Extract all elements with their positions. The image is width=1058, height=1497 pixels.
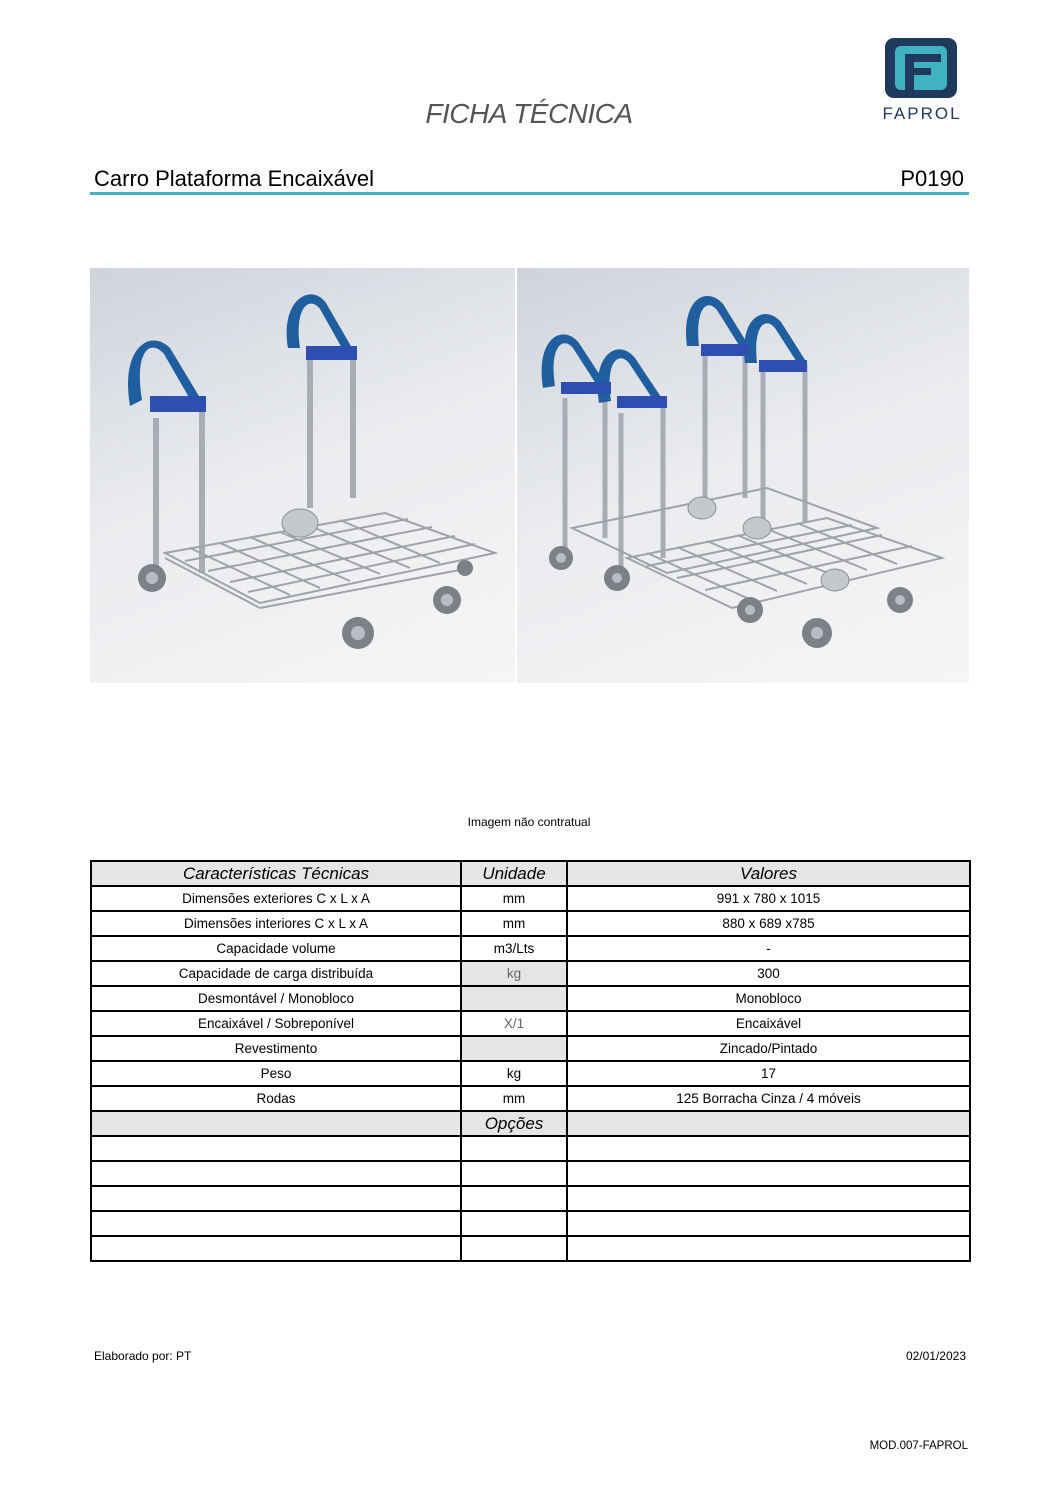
header-characteristics: Características Técnicas bbox=[91, 861, 461, 886]
row-label: Dimensões exteriores C x L x A bbox=[91, 886, 461, 911]
table-row bbox=[91, 886, 970, 911]
empty-cell bbox=[461, 1186, 567, 1211]
row-unit: kg bbox=[461, 1061, 567, 1086]
empty-cell bbox=[91, 1236, 461, 1261]
table-row bbox=[91, 961, 970, 986]
row-unit: mm bbox=[461, 1086, 567, 1111]
table-row bbox=[91, 936, 970, 961]
table-row bbox=[91, 911, 970, 936]
options-header-blank bbox=[91, 1111, 461, 1136]
empty-cell bbox=[461, 1211, 567, 1236]
row-value: 125 Borracha Cinza / 4 móveis bbox=[567, 1086, 970, 1111]
empty-cell bbox=[567, 1236, 970, 1261]
row-unit bbox=[461, 986, 567, 1011]
empty-cell bbox=[461, 1236, 567, 1261]
row-label: Dimensões interiores C x L x A bbox=[91, 911, 461, 936]
row-unit: kg bbox=[461, 961, 567, 986]
product-name: Carro Plataforma Encaixável bbox=[94, 166, 375, 191]
empty-cell bbox=[91, 1161, 461, 1186]
header-unit: Unidade bbox=[461, 861, 567, 886]
empty-cell bbox=[567, 1136, 970, 1161]
document-title: FICHA TÉCNICA bbox=[425, 98, 633, 129]
row-value: Encaixável bbox=[567, 1011, 970, 1036]
row-label: Encaixável / Sobreponível bbox=[91, 1011, 461, 1036]
row-unit bbox=[461, 1036, 567, 1061]
empty-cell bbox=[461, 1161, 567, 1186]
row-value: 300 bbox=[567, 961, 970, 986]
row-value: Zincado/Pintado bbox=[567, 1036, 970, 1061]
footer-author: Elaborado por: PT bbox=[94, 1349, 192, 1363]
title-underline bbox=[90, 192, 969, 195]
empty-cell bbox=[567, 1186, 970, 1211]
empty-cell bbox=[567, 1161, 970, 1186]
row-label: Capacidade de carga distribuída bbox=[91, 961, 461, 986]
row-value: 991 x 780 x 1015 bbox=[567, 886, 970, 911]
table-header-row bbox=[91, 861, 970, 886]
row-label: Capacidade volume bbox=[91, 936, 461, 961]
row-value: 880 x 689 x785 bbox=[567, 911, 970, 936]
table-row bbox=[91, 1011, 970, 1036]
options-header-row bbox=[91, 1111, 970, 1136]
options-row bbox=[91, 1136, 970, 1161]
options-header-blank bbox=[567, 1111, 970, 1136]
logo-wordmark: FAPROL bbox=[882, 104, 962, 123]
spec-table bbox=[90, 860, 971, 1262]
empty-cell bbox=[567, 1211, 970, 1236]
product-code: P0190 bbox=[900, 166, 964, 191]
row-unit: mm bbox=[461, 911, 567, 936]
table-row bbox=[91, 986, 970, 1011]
product-photo-nested bbox=[517, 268, 969, 683]
header-values: Valores bbox=[567, 861, 970, 886]
table-row bbox=[91, 1086, 970, 1111]
options-row bbox=[91, 1211, 970, 1236]
empty-cell bbox=[91, 1211, 461, 1236]
row-label: Peso bbox=[91, 1061, 461, 1086]
options-row bbox=[91, 1186, 970, 1211]
product-photo-single bbox=[90, 268, 515, 683]
row-label: Revestimento bbox=[91, 1036, 461, 1061]
row-unit: m3/Lts bbox=[461, 936, 567, 961]
row-unit: X/1 bbox=[461, 1011, 567, 1036]
footer-date: 02/01/2023 bbox=[905, 1349, 966, 1363]
footer-model-code: MOD.007-FAPROL bbox=[869, 1440, 968, 1452]
options-header: Opções bbox=[461, 1111, 567, 1136]
empty-cell bbox=[461, 1136, 567, 1161]
row-value: 17 bbox=[567, 1061, 970, 1086]
row-value: - bbox=[567, 936, 970, 961]
row-unit: mm bbox=[461, 886, 567, 911]
row-label: Desmontável / Monobloco bbox=[91, 986, 461, 1011]
empty-cell bbox=[91, 1136, 461, 1161]
row-value: Monobloco bbox=[567, 986, 970, 1011]
table-row bbox=[91, 1036, 970, 1061]
table-row bbox=[91, 1061, 970, 1086]
empty-cell bbox=[91, 1186, 461, 1211]
row-label: Rodas bbox=[91, 1086, 461, 1111]
options-row bbox=[91, 1161, 970, 1186]
image-disclaimer: Imagem não contratual bbox=[467, 815, 591, 829]
options-row bbox=[91, 1236, 970, 1261]
